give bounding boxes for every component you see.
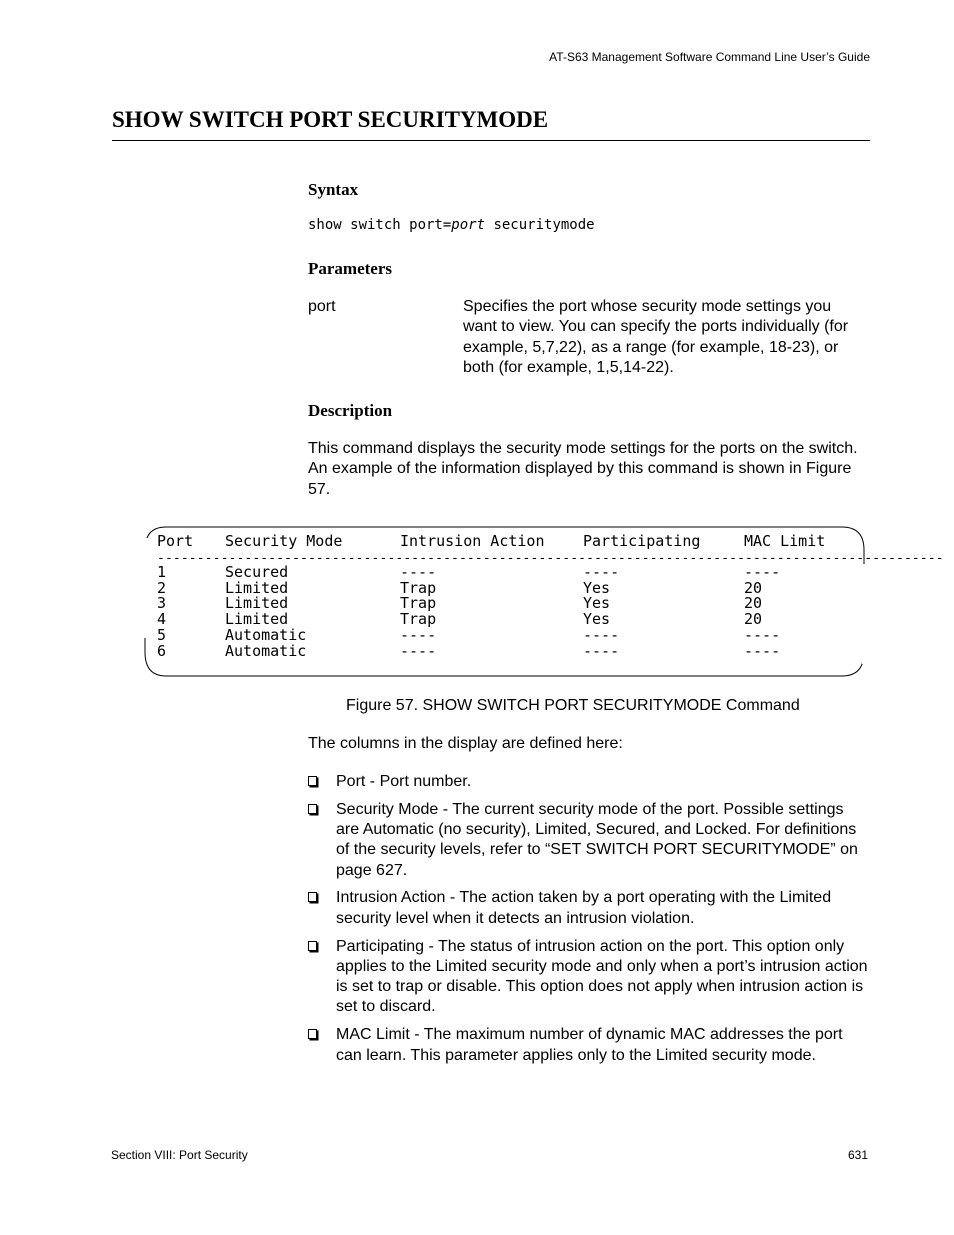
checkbox-bullet-icon bbox=[308, 892, 317, 902]
figure-cell: 6 bbox=[157, 641, 167, 660]
figure-cell: 5 bbox=[157, 625, 167, 644]
figure-cell: Secured bbox=[225, 563, 289, 581]
description-text: This command displays the security mode settings for the ports on the switch. An example of the information displayed by this command is shown in Figure 57. bbox=[308, 440, 858, 498]
figure-cell: Limited bbox=[225, 594, 289, 613]
figure-cell: 1 bbox=[157, 563, 167, 581]
figure-cell: ---- bbox=[744, 641, 781, 660]
figure-cell: Limited bbox=[225, 610, 289, 629]
figure-cell: ---- bbox=[744, 625, 781, 644]
figure-cell: Limited bbox=[225, 578, 289, 597]
figure-cell: Trap bbox=[400, 594, 437, 613]
figure-column-header: Participating bbox=[583, 532, 701, 550]
parameters-heading: Parameters bbox=[308, 259, 393, 278]
figure-cell: Yes bbox=[583, 578, 611, 597]
figure-cell: ---- bbox=[400, 625, 437, 644]
parameter-description: Specifies the port whose security mode settings you want to view. You can specify the ports individually (for example, 5,7,22), as a range (for example, 18-23), or both (for example, 1,5,14-22). bbox=[463, 298, 849, 376]
syntax-command-param: port bbox=[451, 217, 486, 233]
parameter-name: port bbox=[308, 298, 336, 315]
list-item bbox=[308, 772, 868, 792]
figure-cell: Automatic bbox=[225, 625, 307, 644]
figure-column-header: Security Mode bbox=[225, 532, 343, 550]
checkbox-bullet-icon bbox=[308, 776, 317, 786]
page-title: SHOW SWITCH PORT SECURITYMODE bbox=[112, 107, 549, 132]
checkbox-bullet-icon bbox=[308, 1029, 317, 1039]
syntax-command-suffix: securitymode bbox=[485, 217, 595, 233]
column-definitions-list bbox=[308, 772, 868, 1073]
figure-cell: ---- bbox=[400, 641, 437, 660]
figure-column-header: Intrusion Action bbox=[400, 532, 545, 550]
figure-cell: Yes bbox=[583, 594, 611, 613]
figure-cell: ---- bbox=[583, 563, 620, 581]
syntax-command bbox=[308, 217, 595, 233]
figure-caption: Figure 57. SHOW SWITCH PORT SECURITYMODE Command bbox=[346, 697, 800, 714]
list-item-text: Participating - The status of intrusion action on the port. This option only applies to the Limited security mode and only when a port’s intrusion action is set to trap or disable. This option does not apply when intrusion action is set to discard. bbox=[336, 937, 868, 1016]
figure-cell: 3 bbox=[157, 594, 167, 613]
footer-section: Section VIII: Port Security bbox=[111, 1148, 248, 1162]
syntax-heading: Syntax bbox=[308, 180, 359, 199]
title-rule bbox=[112, 140, 870, 141]
figure-cell: 20 bbox=[744, 578, 763, 597]
figure-cell: ---- bbox=[400, 563, 437, 581]
list-item bbox=[308, 800, 868, 881]
figure-cell: 2 bbox=[157, 578, 167, 597]
list-item bbox=[308, 937, 868, 1018]
figure-separator: --------------------------------------------------------------------------------------------------- bbox=[157, 551, 944, 566]
checkbox-bullet-icon bbox=[308, 941, 317, 951]
figure-cell: Trap bbox=[400, 610, 437, 629]
list-item-text: Security Mode - The current security mode of the port. Possible settings are Automatic (no security), Limited, Secured, and Locked. For definitions of the security levels, refer to “SET SWITCH PORT SECURITYMODE” on page 627. bbox=[336, 800, 858, 879]
figure-column-header: MAC Limit bbox=[744, 532, 826, 550]
figure-cell: ---- bbox=[744, 563, 781, 581]
list-item-text: Port - Port number. bbox=[336, 773, 472, 790]
figure-cell: Yes bbox=[583, 610, 611, 629]
figure-cell: Automatic bbox=[225, 641, 307, 660]
columns-intro: The columns in the display are defined here: bbox=[308, 735, 623, 752]
figure-cell: 4 bbox=[157, 610, 167, 629]
figure-cell: Trap bbox=[400, 578, 437, 597]
running-header: AT-S63 Management Software Command Line User’s Guide bbox=[549, 50, 870, 64]
description-heading: Description bbox=[308, 401, 393, 420]
figure-cell: ---- bbox=[583, 641, 620, 660]
list-item bbox=[308, 1025, 868, 1066]
figure-column-header: Port bbox=[157, 532, 194, 550]
figure-cell: 20 bbox=[744, 610, 763, 629]
list-item bbox=[308, 888, 868, 929]
checkbox-bullet-icon bbox=[308, 804, 317, 814]
figure-cell: 20 bbox=[744, 594, 763, 613]
list-item-text: Intrusion Action - The action taken by a port operating with the Limited security level when it detects an intrusion violation. bbox=[336, 889, 832, 927]
footer-page-number: 631 bbox=[847, 1148, 868, 1162]
list-item-text: MAC Limit - The maximum number of dynamic MAC addresses the port can learn. This parameter applies only to the Limited security mode. bbox=[336, 1026, 843, 1064]
syntax-command-prefix: show switch port= bbox=[308, 217, 452, 233]
figure-cell: ---- bbox=[583, 625, 620, 644]
